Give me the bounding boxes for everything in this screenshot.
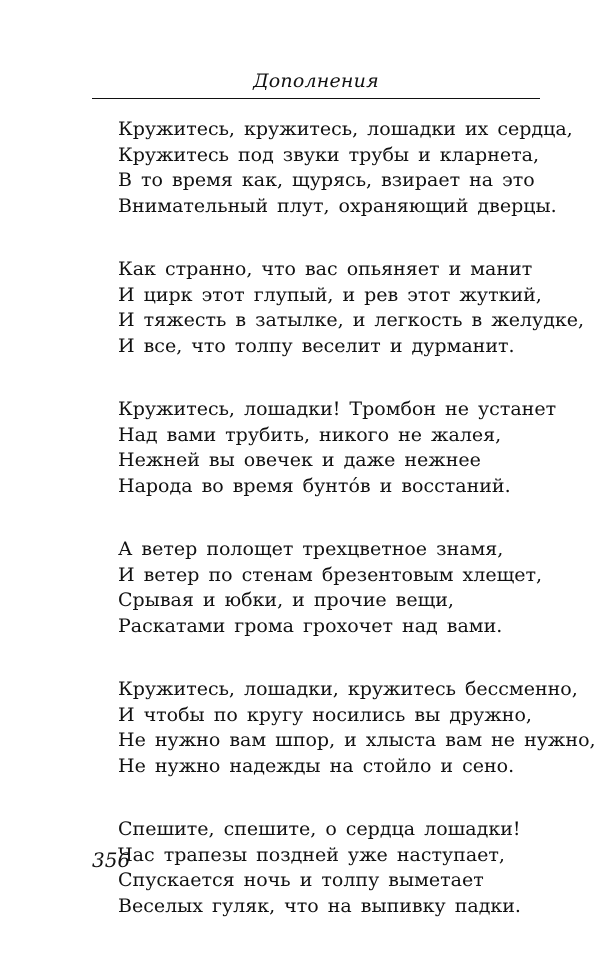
poem-line: Не нужно вам шпор, и хлыста вам не нужно,	[118, 729, 596, 751]
page-number: 356	[92, 848, 131, 872]
poem-line: Не нужно надежды на стойло и сено.	[118, 754, 515, 777]
header-rule	[92, 98, 540, 99]
poem-line: Над вами трубить, никого не жалея,	[118, 423, 502, 446]
poem-line: Внимательный плут, охраняющий дверцы.	[118, 194, 557, 217]
poem-line: И все, что толпу веселит и дурманит.	[118, 334, 515, 357]
poem-line: Кружитесь под звуки трубы и кларнета,	[118, 143, 540, 166]
poem-line: Как странно, что вас опьяняет и манит	[118, 258, 533, 280]
stanza-1	[118, 117, 573, 219]
poem-line: Народа во время бунто́в и восстаний.	[118, 474, 511, 497]
poem-line: И ветер по стенам брезентовым хлещет,	[118, 563, 543, 586]
poem-line: Кружитесь, лошадки, кружитесь бессменно,	[118, 678, 578, 700]
poem	[118, 117, 596, 957]
poem-line: Спускается ночь и толпу выметает	[118, 869, 484, 891]
poem-line: И тяжесть в затылке, и легкость в желудке,	[118, 309, 585, 331]
stanza-6	[118, 817, 548, 919]
stanza-2	[118, 257, 585, 359]
poem-line: Час трапезы поздней уже наступает,	[118, 843, 505, 866]
poem-line: Нежней вы овечек и даже нежнее	[118, 449, 481, 471]
poem-line: Веселых гуляк, что на выпивку падки.	[118, 894, 521, 917]
poem-line: И чтобы по кругу носились вы дружно,	[118, 703, 532, 726]
poem-line: Раскатами грома грохочет над вами.	[118, 614, 503, 637]
poem-line: А ветер полощет трехцветное знамя,	[118, 538, 504, 560]
poem-line: Кружитесь, лошадки! Тромбон не устанет	[118, 398, 557, 420]
poem-line: Срывая и юбки, и прочие вещи,	[118, 589, 454, 611]
poem-line: Спешите, спешите, о сердца лошадки!	[118, 818, 521, 840]
poem-line: И цирк этот глупый, и рев этот жуткий,	[118, 283, 542, 306]
stanza-5	[118, 677, 596, 779]
stanza-4	[118, 537, 548, 639]
stanza-3	[118, 397, 557, 499]
section-title: Дополнения	[253, 70, 379, 92]
poem-line: В то время как, щурясь, взирает на это	[118, 169, 535, 191]
poem-line: Кружитесь, кружитесь, лошадки их сердца,	[118, 118, 573, 140]
running-header	[92, 70, 540, 100]
